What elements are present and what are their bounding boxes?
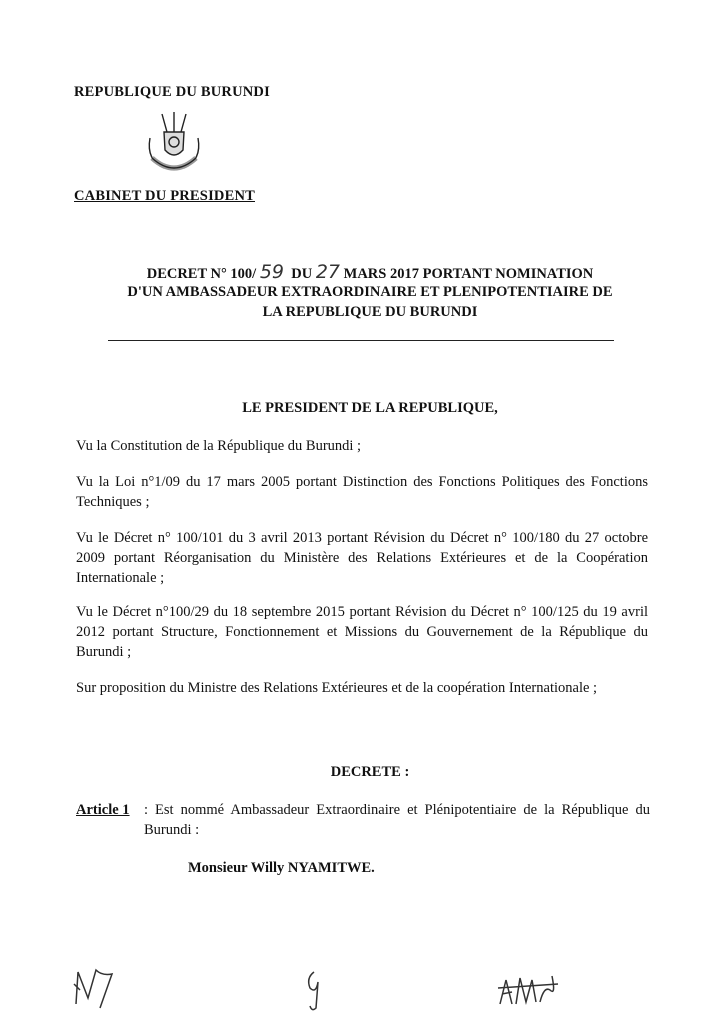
initials-signature-right — [494, 966, 564, 1012]
president-heading: LE PRESIDENT DE LA REPUBLIQUE, — [242, 400, 498, 416]
consideration-loi-1-09: Vu la Loi n°1/09 du 17 mars 2005 portant Distinction des Fonctions Politiques des Fonctions Techniques ; — [76, 474, 648, 510]
republic-header: REPUBLIQUE DU BURUNDI — [74, 84, 270, 100]
decree-title-line-3: LA REPUBLIQUE DU BURUNDI — [262, 304, 478, 320]
decree-day-handwritten: 27 — [315, 261, 341, 283]
appointee-name: Monsieur Willy NYAMITWE. — [188, 860, 375, 876]
initials-signature-middle — [300, 968, 330, 1016]
decree-rest-line-1: MARS 2017 PORTANT NOMINATION — [343, 266, 594, 282]
title-divider — [108, 340, 614, 341]
article-1-label: Article 1 — [76, 802, 130, 818]
decree-du: DU — [291, 266, 313, 282]
cabinet-header: CABINET DU PRESIDENT — [74, 188, 255, 204]
consideration-decret-100-101: Vu le Décret n° 100/101 du 3 avril 2013 portant Révision du Décret n° 100/180 du 27 octobre 2009 portant Réorganisation du Ministère des Relations Extérieures et de la Coopération Internationale ; — [76, 530, 648, 586]
decrete-heading: DECRETE : — [330, 764, 410, 780]
decree-title-line-2: D'UN AMBASSADEUR EXTRAORDINAIRE ET PLENIPOTENTIAIRE DE — [127, 284, 613, 300]
decree-number-handwritten: 59 — [259, 261, 284, 283]
consideration-constitution: Vu la Constitution de la République du Burundi ; — [76, 438, 362, 454]
article-1-text: : Est nommé Ambassadeur Extraordinaire et Plénipotentiaire de la République du Burundi : — [144, 802, 650, 838]
decree-prefix: DECRET N° 100/ — [146, 266, 257, 282]
consideration-proposition: Sur proposition du Ministre des Relations Extérieures et de la coopération Internationale ; — [76, 680, 598, 696]
decree-title-line-1 — [70, 262, 670, 284]
initials-signature-left — [66, 962, 126, 1012]
burundi-coat-of-arms-icon — [136, 108, 212, 180]
consideration-decret-100-29: Vu le Décret n°100/29 du 18 septembre 2015 portant Révision du Décret n° 100/125 du 19 avril 2012 portant Structure, Fonctionnement et Missions du Gouvernement de la République du Burundi ; — [76, 604, 648, 660]
